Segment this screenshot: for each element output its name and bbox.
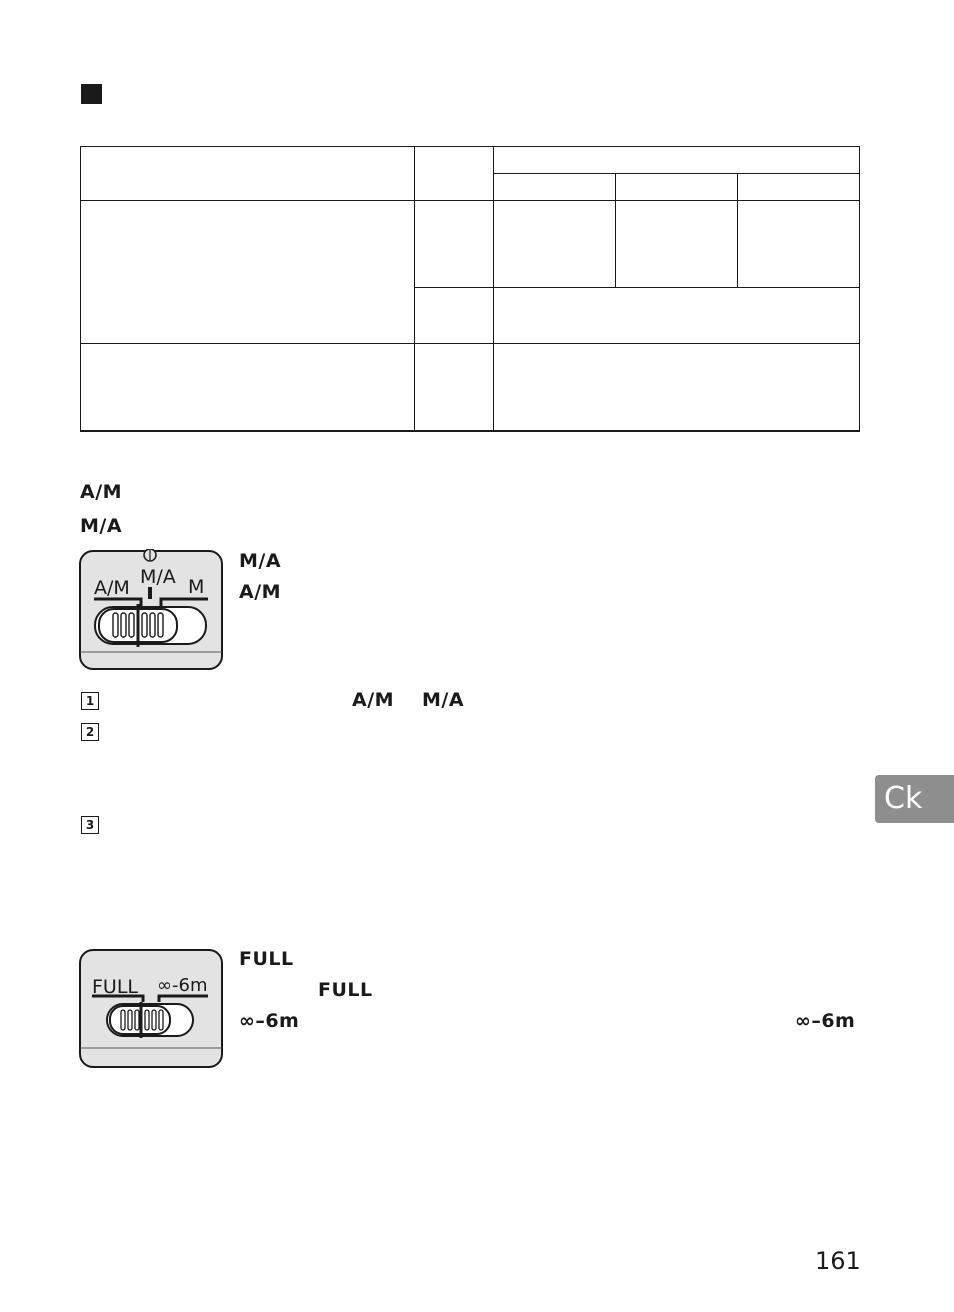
table-rule <box>80 430 860 432</box>
table-rule <box>80 200 81 432</box>
am-label: A/M <box>80 481 123 503</box>
spec-table <box>80 146 860 432</box>
am-mode-label: A/M <box>239 581 282 603</box>
focus-limiter-switch-illustration <box>79 948 224 1069</box>
table-rule <box>859 146 860 432</box>
page-number: 161 <box>815 1247 861 1275</box>
full-inline-label: FULL <box>318 979 373 1001</box>
step1-ma-label: M/A <box>422 689 465 711</box>
switch-right-label: M <box>188 576 205 598</box>
table-rule <box>615 173 616 287</box>
table-rule <box>80 146 860 147</box>
table-rule <box>80 200 860 201</box>
range-label: ∞–6m <box>239 1010 300 1032</box>
step-number-1: 1 <box>81 692 99 710</box>
table-rule <box>493 173 860 174</box>
limiter-left-label: FULL <box>92 976 139 998</box>
table-rule <box>737 173 738 287</box>
switch-center-label: M/A <box>140 566 176 588</box>
switch-left-label: A/M <box>94 577 130 599</box>
table-rule <box>493 146 494 432</box>
step1-am-label: A/M <box>352 689 395 711</box>
ma-mode-label: M/A <box>239 550 282 572</box>
focus-mode-switch-illustration <box>79 549 224 671</box>
ma-label: M/A <box>80 515 123 537</box>
step-number-3: 3 <box>81 816 99 834</box>
table-rule <box>80 146 81 200</box>
table-rule <box>80 343 860 344</box>
table-rule <box>414 146 415 432</box>
full-label: FULL <box>239 948 294 970</box>
range-inline-label: ∞–6m <box>795 1010 856 1032</box>
language-tab: Ck <box>875 775 954 823</box>
limiter-right-label: ∞-6m <box>157 975 208 996</box>
section-marker-square <box>81 84 102 104</box>
step-number-2: 2 <box>81 723 99 741</box>
table-rule <box>414 287 860 288</box>
